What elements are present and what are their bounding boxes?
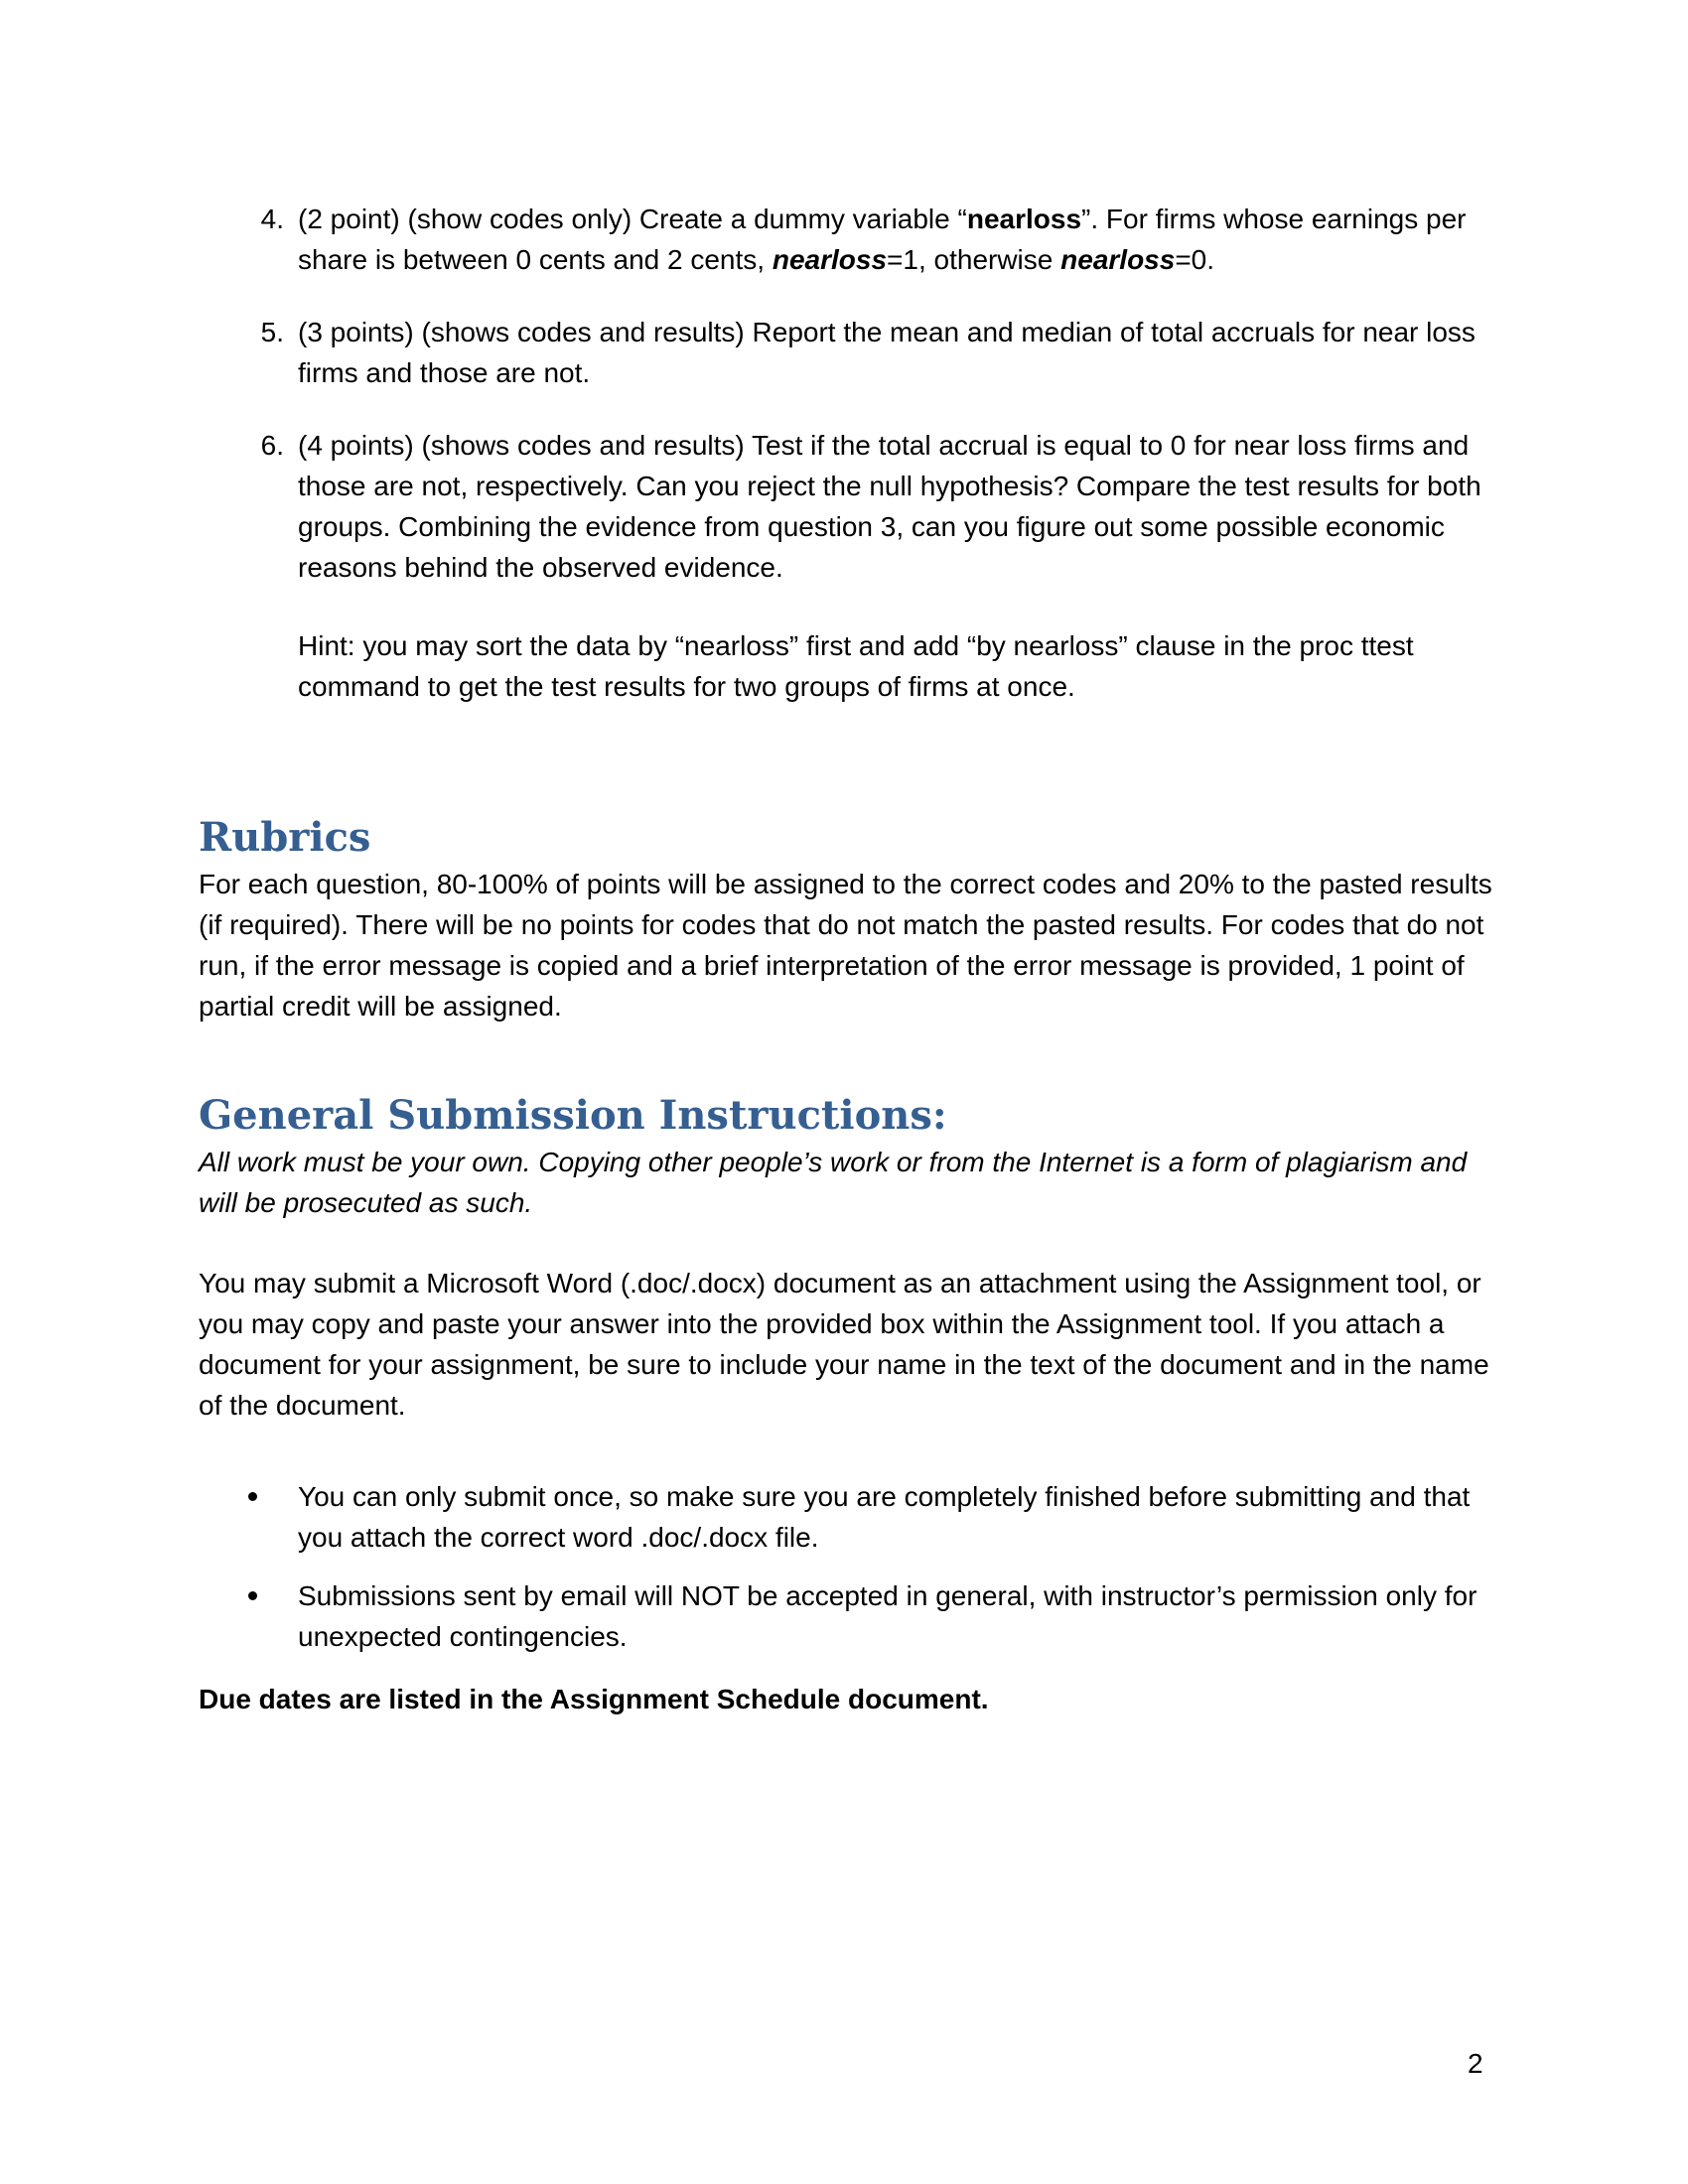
question-text: (4 points) (shows codes and results) Test if the total accrual is equal to 0 for near loss firms and those are not, respectively. Can you reject the null hypothesis? Compare the test results for both groups. Combining the evidence from question 3, can you figure out some possible economic reasons behind the observed evidence. [298,430,1481,583]
keyword-nearloss-italic: nearloss [1060,244,1176,275]
question-text: (3 points) (shows codes and results) Report the mean and median of total accruals for near loss firms and those are not. [298,317,1476,388]
rubrics-heading: Rubrics [199,814,371,861]
keyword-nearloss: nearloss [966,204,1082,234]
page-number: 2 [1468,2048,1483,2079]
due-dates-note: Due dates are listed in the Assignment Schedule document. [199,1684,989,1714]
submission-paragraph: You may submit a Microsoft Word (.doc/.docx) document as an attachment using the Assignment tool, or you may copy and paste your answer into the provided box within the Assignment tool. If you attach a document for your assignment, be sure to include your name in the text of the document and in the name of the document. [199,1268,1489,1421]
integrity-note: All work must be your own. Copying other people’s work or from the Internet is a form of plagiarism and will be prosecuted as such. [199,1147,1468,1218]
keyword-nearloss-italic: nearloss [772,244,888,275]
bullet-icon [248,1492,257,1501]
question-number: 6. [260,430,284,461]
question-6-hint: Hint: you may sort the data by “nearloss” first and add “by nearloss” clause in the proc ttest command to get the test results for two groups of firms at once. [298,630,1414,702]
question-text: (2 point) (show codes only) Create a dummy variable “nearloss”. For firms whose earnings per share is between 0 cents and 2 cents, nearloss=1, otherwise nearloss=0. [298,204,1467,275]
rubrics-text: For each question, 80-100% of points will be assigned to the correct codes and 20% to the pasted results (if required). There will be no points for codes that do not match the pasted results. For codes that do not run, if the error message is copied and a brief interpretation of the error message is provided, 1 point of partial credit will be assigned. [199,869,1492,1022]
question-number: 5. [260,317,284,347]
submission-heading: General Submission Instructions: [199,1092,947,1139]
document-page: 4. (2 point) (show codes only) Create a dummy variable “nearloss”. For firms whose earnings per share is between 0 cents and 2 cents, nearloss=1, otherwise nearloss=0. 5. (3 points) (shows codes and results) Report the mean and median of total accruals for near loss firms and those are not. 6. (4 points) (shows codes and results) Test if the total accrual is equal to 0 for near loss firms and those are not, respectively. Can you reject the null hypothesis? Compare the test results for both groups. Combining the evidence from question 3, can you figure out some possible economic reasons behind the observed evidence. Hint: you may sort the data by “nearloss” first and add “by nearloss” clause in the proc ttest command to get the test results for two groups of firms at once. Rubrics For each question, 80-100% of points will be assigned to the correct codes and 20% to the pasted results (if required). There will be no points for codes that do not match the pasted results. For codes that do not run, if the error message is copied and a brief interpretation of the error message is provided, 1 point of partial credit will be assigned. General Submission Instructions: All work must be your own. Copying other people’s work or from the Internet is a form of plagiarism and will be prosecuted as such. You may submit a Microsoft Word (.doc/.docx) document as an attachment using the Assignment tool, or you may copy and paste your answer into the provided box within the Assignment tool. If you attach a document for your assignment, be sure to include your name in the text of the document and in the name of the document. You can only submit once, so make sure you are completely finished before submitting and that you attach the correct word .doc/.docx file. Submissions sent by email will NOT be accepted in general, with instructor’s permission only for unexpected contingencies. Due dates are listed in the Assignment Schedule document. 2 [0,0,1688,2184]
question-number: 4. [260,204,284,234]
bullet-icon [248,1591,257,1600]
